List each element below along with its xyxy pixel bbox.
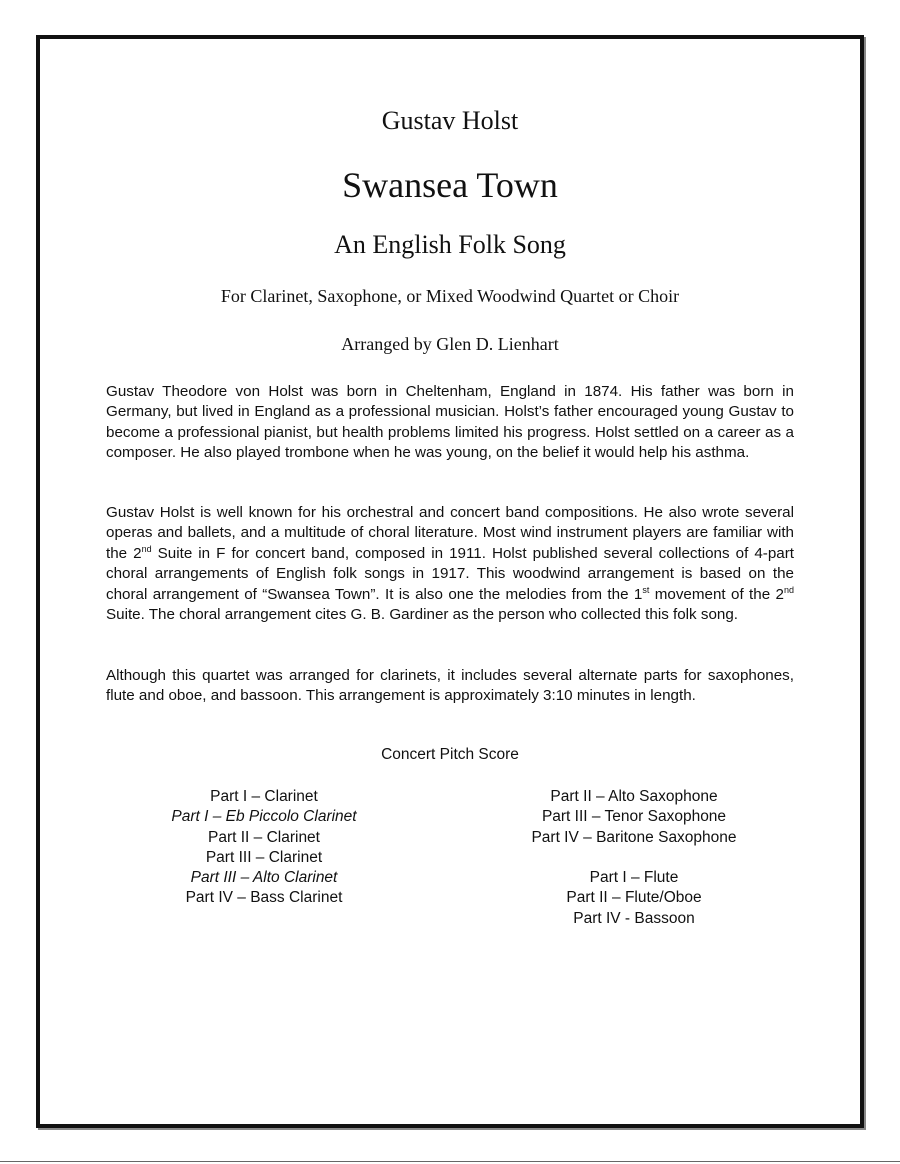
part-item: Part IV - Bassoon bbox=[573, 909, 695, 927]
part-item: Part IV – Baritone Saxophone bbox=[531, 828, 737, 846]
text-run: Gustav Holst is well known for his orchestral and concert band compositions. He also wrote several operas and ballets, and a multitude of choral literature. Most wind instrument players are familiar with the 2 bbox=[106, 504, 794, 562]
list-spacer bbox=[484, 848, 784, 868]
page-title: Swansea Town bbox=[342, 165, 558, 205]
arrangement-paragraph: Although this quartet was arranged for clarinets, it includes several alternate parts for saxophones, flute and oboe, and bassoon. This arrangement is approximately 3:10 minutes in length. bbox=[106, 667, 794, 705]
part-item: Part II – Flute/Oboe bbox=[566, 889, 702, 907]
part-item-alternate: Part I – Eb Piccolo Clarinet bbox=[171, 808, 357, 826]
background-paragraph bbox=[106, 503, 794, 625]
composer-name: Gustav Holst bbox=[381, 106, 519, 135]
subtitle: An English Folk Song bbox=[334, 230, 566, 259]
text-run: movement of the 2 bbox=[649, 585, 784, 603]
bottom-divider bbox=[0, 1161, 900, 1162]
text-run: Suite in F for concert band, composed in 1911. Holst published several collections of 4-part choral arrangements of English folk songs in 1917. This woodwind arrangement is based on the choral arrangement of “Swansea Town”. It is also one the melodies from the 1 bbox=[106, 544, 795, 603]
ordinal-suffix: st bbox=[642, 584, 650, 595]
arranger-credit: Arranged by Glen D. Lienhart bbox=[341, 334, 559, 354]
score-label: Concert Pitch Score bbox=[381, 746, 519, 763]
part-item: Part II – Alto Saxophone bbox=[550, 788, 718, 805]
part-item: Part I – Flute bbox=[589, 869, 679, 887]
parts-list-clarinet bbox=[114, 787, 414, 909]
part-item: Part III – Clarinet bbox=[205, 848, 323, 866]
part-item: Part II – Clarinet bbox=[208, 828, 320, 846]
part-item-alternate: Part III – Alto Clarinet bbox=[190, 869, 338, 887]
parts-list-alternates bbox=[484, 787, 784, 929]
ordinal-suffix: nd bbox=[141, 543, 152, 554]
text-run: Suite. The choral arrangement cites G. B. Gardiner as the person who collected this folk song. bbox=[106, 606, 739, 624]
biography-paragraph: Gustav Theodore von Holst was born in Cheltenham, England in 1874. His father was born in Germany, but lived in England as a professional musician. Holst’s father encouraged young Gustav to become a professional pianist, but health problems limited his progress. Holst settled on a career as a composer. He also played trombone when he was young, on the belief it would help his asthma. bbox=[106, 383, 794, 462]
part-item: Part IV – Bass Clarinet bbox=[185, 889, 343, 907]
part-item: Part III – Tenor Saxophone bbox=[541, 808, 727, 826]
part-item: Part I – Clarinet bbox=[210, 788, 318, 805]
ordinal-suffix: nd bbox=[783, 584, 794, 595]
instrumentation-line: For Clarinet, Saxophone, or Mixed Woodwind Quartet or Choir bbox=[220, 286, 680, 306]
